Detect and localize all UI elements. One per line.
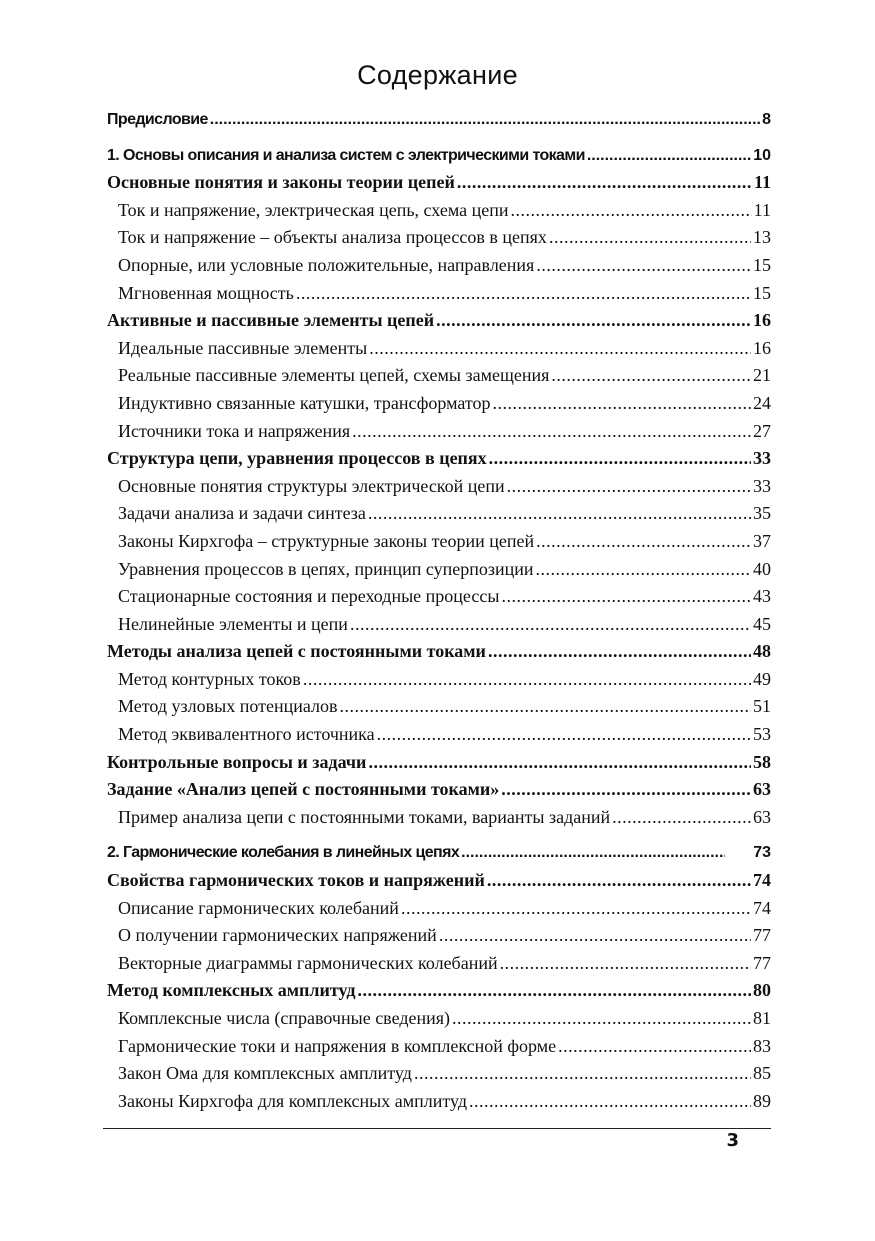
toc-subsection[interactable] xyxy=(107,362,771,390)
dot-leader xyxy=(536,528,751,556)
toc-entry-title: Метод эквивалентного источника xyxy=(118,724,375,745)
toc-entry-page: 37 xyxy=(753,530,771,551)
toc-entry-page: 24 xyxy=(753,392,771,413)
dot-leader xyxy=(500,950,751,978)
toc-entry-page: 45 xyxy=(753,613,771,634)
dot-leader xyxy=(488,638,751,666)
dot-leader xyxy=(487,867,751,895)
toc-entry-title: Основные понятия структуры электрической цепи xyxy=(118,475,505,496)
dot-leader xyxy=(612,804,751,832)
dot-leader xyxy=(352,418,751,446)
dot-leader xyxy=(377,721,751,749)
dot-leader xyxy=(587,142,751,170)
toc-entry-page: 63 xyxy=(753,779,771,800)
toc-subsection[interactable] xyxy=(107,611,771,639)
toc-subsection[interactable] xyxy=(107,556,771,584)
toc-entry-title: Пример анализа цепи с постоянными токами, варианты заданий xyxy=(118,806,611,827)
toc-entry-page: 8 xyxy=(762,111,771,128)
dot-leader xyxy=(457,169,752,197)
toc-entry-title: Задание «Анализ цепей с постоянными токами» xyxy=(107,779,500,800)
toc-subsection[interactable] xyxy=(107,1005,771,1033)
toc-entry-title: Метод контурных токов xyxy=(118,668,301,689)
toc-subsection[interactable] xyxy=(107,500,771,528)
table-of-contents xyxy=(107,106,771,1115)
dot-leader xyxy=(558,1033,751,1061)
dot-leader xyxy=(368,500,751,528)
dot-leader xyxy=(549,224,751,252)
toc-entry-page: 35 xyxy=(753,503,771,524)
toc-entry-title: Основные понятия и законы теории цепей xyxy=(107,172,455,193)
toc-entry-page: 63 xyxy=(753,806,771,827)
dot-leader xyxy=(369,335,751,363)
toc-subsection[interactable] xyxy=(107,693,771,721)
toc-entry-page: 58 xyxy=(753,751,771,772)
toc-entry-page: 33 xyxy=(753,448,771,469)
toc-entry-title: 1. Основы описания и анализа систем с электрическими токами xyxy=(107,146,585,164)
dot-leader xyxy=(536,252,751,280)
dot-leader xyxy=(501,583,751,611)
dot-leader xyxy=(296,280,751,308)
dot-leader xyxy=(493,390,752,418)
toc-subsection[interactable] xyxy=(107,473,771,501)
dot-leader xyxy=(210,106,760,134)
dot-leader xyxy=(452,1005,751,1033)
page-number: 3 xyxy=(726,1130,739,1151)
dot-leader xyxy=(303,666,751,694)
toc-subsection[interactable] xyxy=(107,950,771,978)
toc-entry-title: Комплексные числа (справочные сведения) xyxy=(118,1008,451,1028)
toc-entry-page: 53 xyxy=(753,724,771,745)
toc-entry-title: Идеальные пассивные элементы xyxy=(118,337,368,358)
toc-entry-title: Гармонические токи и напряжения в комплексной форме xyxy=(118,1035,557,1056)
toc-entry-title: Задачи анализа и задачи синтеза xyxy=(118,503,366,524)
dot-leader xyxy=(489,445,751,473)
dot-leader xyxy=(439,922,751,950)
toc-entry-title: Реальные пассивные элементы цепей, схемы замещения xyxy=(118,365,550,386)
toc-entry-title: Стационарные состояния и переходные процессы xyxy=(118,586,500,607)
toc-subsection[interactable] xyxy=(107,666,771,694)
toc-entry-title: Векторные диаграммы гармонических колебаний xyxy=(118,952,498,973)
dot-leader xyxy=(501,776,751,804)
toc-entry-title: Активные и пассивные элементы цепей xyxy=(107,310,435,331)
toc-entry-page: 77 xyxy=(753,925,771,946)
toc-entry-page: 11 xyxy=(753,199,771,220)
dot-leader xyxy=(461,839,725,867)
toc-entry-page: 49 xyxy=(753,668,771,689)
toc-subsection[interactable] xyxy=(107,280,771,308)
toc-entry-page: 11 xyxy=(753,172,771,193)
toc-section[interactable] xyxy=(107,776,771,804)
toc-entry-page: 40 xyxy=(753,558,771,579)
toc-entry-page: 73 xyxy=(753,844,771,862)
toc-entry-title: Ток и напряжение – объекты анализа процессов в цепях xyxy=(118,227,547,248)
dot-leader xyxy=(357,977,751,1005)
toc-subsection[interactable] xyxy=(107,922,771,950)
toc-entry-title: О получении гармонических напряжений xyxy=(118,925,437,946)
toc-section[interactable] xyxy=(107,867,771,895)
toc-entry-page: 27 xyxy=(753,420,771,441)
toc-section[interactable] xyxy=(107,749,771,777)
toc-entry-title: Нелинейные элементы и цепи xyxy=(118,613,348,634)
dot-leader xyxy=(507,473,751,501)
dot-leader xyxy=(368,749,751,777)
toc-entry-title: Источники тока и напряжения xyxy=(118,420,351,441)
toc-entry-preface[interactable] xyxy=(107,106,771,134)
toc-entry-title: Законы Кирхгофа для комплексных амплитуд xyxy=(118,1090,467,1111)
toc-subsection[interactable] xyxy=(107,197,771,225)
toc-entry-page: 74 xyxy=(753,870,771,891)
toc-entry-title: Контрольные вопросы и задачи xyxy=(107,751,367,772)
toc-subsection[interactable] xyxy=(107,390,771,418)
toc-entry-page: 48 xyxy=(753,641,771,662)
toc-entry-page: 51 xyxy=(753,696,771,717)
toc-chapter-1[interactable] xyxy=(107,142,771,170)
toc-entry-title: Свойства гармонических токов и напряжений xyxy=(107,870,485,891)
toc-entry-page: 33 xyxy=(753,475,771,496)
toc-section[interactable] xyxy=(107,638,771,666)
toc-entry-page: 13 xyxy=(753,227,771,248)
toc-entry-page: 85 xyxy=(753,1063,771,1084)
toc-entry-title: Описание гармонических колебаний xyxy=(118,897,399,918)
dot-leader xyxy=(535,556,751,584)
toc-subsection[interactable] xyxy=(107,895,771,923)
toc-entry-page: 80 xyxy=(753,980,771,1001)
toc-entry-page: 89 xyxy=(753,1090,771,1111)
toc-entry-page: 43 xyxy=(753,586,771,607)
toc-subsection[interactable] xyxy=(107,804,771,832)
dot-leader xyxy=(340,693,752,721)
page-title: Содержание xyxy=(357,60,518,90)
toc-entry-page: 77 xyxy=(753,952,771,973)
toc-entry-page: 10 xyxy=(753,146,771,164)
toc-entry-title: Метод комплексных амплитуд xyxy=(107,980,356,1001)
toc-subsection[interactable] xyxy=(107,583,771,611)
toc-entry-title: Опорные, или условные положительные, направления xyxy=(118,254,535,275)
toc-section[interactable] xyxy=(107,169,771,197)
toc-entry-page: 15 xyxy=(753,254,771,275)
toc-entry-page: 21 xyxy=(753,365,771,386)
toc-entry-title: Метод узловых потенциалов xyxy=(118,696,338,717)
toc-entry-title: Предисловие xyxy=(107,111,208,128)
toc-entry-title: Структура цепи, уравнения процессов в цепях xyxy=(107,448,487,469)
toc-entry-page: 74 xyxy=(753,897,771,918)
toc-subsection[interactable] xyxy=(107,418,771,446)
toc-subsection[interactable] xyxy=(107,1060,771,1088)
dot-leader xyxy=(350,611,751,639)
toc-entry-page: 16 xyxy=(753,337,771,358)
dot-leader xyxy=(510,197,751,225)
toc-entry-title: Ток и напряжение, электрическая цепь, схема цепи xyxy=(118,199,509,220)
toc-entry-title: Законы Кирхгофа – структурные законы теории цепей xyxy=(118,530,535,551)
toc-subsection[interactable] xyxy=(107,721,771,749)
toc-section[interactable] xyxy=(107,445,771,473)
toc-section[interactable] xyxy=(107,977,771,1005)
dot-leader xyxy=(414,1060,751,1088)
toc-entry-title: Индуктивно связанные катушки, трансформатор xyxy=(118,392,491,413)
toc-subsection[interactable] xyxy=(107,1033,771,1061)
dot-leader xyxy=(401,895,751,923)
toc-entry-title: 2. Гармонические колебания в линейных цепях xyxy=(107,844,460,862)
toc-entry-title: Методы анализа цепей с постоянными токами xyxy=(107,641,486,662)
dot-leader xyxy=(436,307,751,335)
toc-entry-page: 16 xyxy=(753,310,771,331)
toc-entry-title: Закон Ома для комплексных амплитуд xyxy=(118,1063,412,1084)
toc-section[interactable] xyxy=(107,307,771,335)
dot-leader xyxy=(469,1088,751,1116)
toc-entry-page: 81 xyxy=(753,1008,771,1028)
toc-entry-page: 83 xyxy=(753,1035,771,1056)
toc-subsection[interactable] xyxy=(107,224,771,252)
toc-entry-title: Уравнения процессов в цепях, принцип суперпозиции xyxy=(118,558,534,579)
toc-subsection[interactable] xyxy=(107,528,771,556)
toc-entry-page: 15 xyxy=(753,282,771,303)
dot-leader xyxy=(551,362,751,390)
toc-subsection[interactable] xyxy=(107,1088,771,1116)
toc-chapter-2[interactable] xyxy=(107,839,771,867)
toc-subsection[interactable] xyxy=(107,335,771,363)
footer-divider xyxy=(103,1128,771,1129)
toc-subsection[interactable] xyxy=(107,252,771,280)
toc-entry-title: Мгновенная мощность xyxy=(118,282,294,303)
